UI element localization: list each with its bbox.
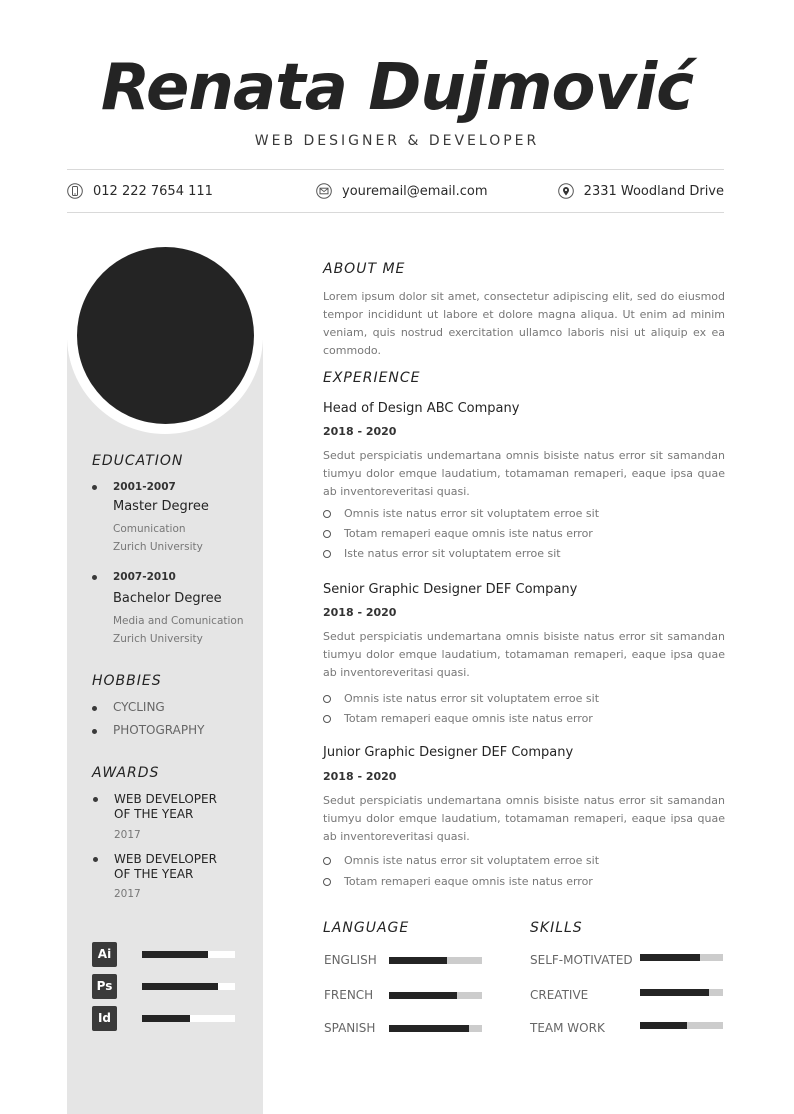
contact-bar bbox=[67, 169, 724, 213]
skill-bar-fill bbox=[640, 954, 700, 961]
software-bar-fill bbox=[142, 951, 208, 958]
job-description: Sedut perspiciatis undemartana omnis bisiste natus error sit samandan tiumyu dolor emque laudatium, totamaman remaperi, eaque ipsa quae ab inventoreveritasi quasi. bbox=[323, 794, 725, 843]
language-bar bbox=[389, 1025, 482, 1032]
skill-bar bbox=[640, 989, 723, 996]
circle-bullet-icon bbox=[323, 695, 331, 703]
software-bar bbox=[142, 983, 235, 990]
education-field: Comunication bbox=[113, 523, 186, 535]
job-bullet bbox=[323, 527, 593, 540]
hobby-item: PHOTOGRAPHY bbox=[113, 723, 205, 737]
job-bullet-text: Totam remaperi eaque omnis iste natus error bbox=[344, 527, 593, 540]
job-years: 2018 - 2020 bbox=[323, 425, 397, 438]
skill-bar bbox=[640, 954, 723, 961]
skill-bar-fill bbox=[640, 989, 709, 996]
software-bar-fill bbox=[142, 983, 218, 990]
illustrator-icon: Ai bbox=[92, 942, 117, 967]
skill-label: TEAM WORK bbox=[530, 1021, 605, 1035]
hobby-bullet bbox=[92, 706, 97, 711]
skill-label: SELF-MOTIVATED bbox=[530, 953, 633, 967]
education-field: Media and Comunication bbox=[113, 615, 244, 627]
education-bullet bbox=[92, 575, 97, 580]
mail-icon bbox=[316, 183, 332, 199]
hobby-bullet bbox=[92, 729, 97, 734]
language-bar bbox=[389, 957, 482, 964]
address-text: 2331 Woodland Drive bbox=[583, 183, 724, 199]
job-bullet bbox=[323, 507, 599, 520]
about-text: Lorem ipsum dolor sit amet, consectetur adipiscing elit, sed do eiusmod tempor incididunt ut labore et dolore magna aliqua. Ut enim ad minim veniam, quis nostrud exercitation ullamco laboris nisi ut aliquip ex ea commodo. bbox=[323, 290, 725, 357]
job-bullet-text: Omnis iste natus error sit voluptatem erroe sit bbox=[344, 692, 600, 705]
job-title: Junior Graphic Designer DEF Company bbox=[323, 745, 574, 760]
indesign-icon: Id bbox=[92, 1006, 117, 1031]
award-title: OF THE YEAR bbox=[114, 867, 194, 881]
skill-bar-fill bbox=[640, 1022, 687, 1029]
hobbies-heading: HOBBIES bbox=[92, 673, 162, 689]
hobby-item: CYCLING bbox=[113, 700, 165, 714]
phone-text: 012 222 7654 111 bbox=[93, 183, 213, 199]
award-title: WEB DEVELOPER bbox=[114, 852, 217, 866]
job-years: 2018 - 2020 bbox=[323, 606, 397, 619]
job-bullet-text: Omnis iste natus error sit voluptatem erroe sit bbox=[344, 854, 600, 867]
language-heading: LANGUAGE bbox=[323, 920, 410, 936]
language-bar-fill bbox=[389, 1025, 469, 1032]
job-bullet bbox=[323, 712, 593, 725]
education-school: Zurich University bbox=[113, 541, 203, 553]
contact-address bbox=[558, 183, 724, 199]
job-bullet-text: Totam remaperi eaque omnis iste natus error bbox=[344, 712, 593, 725]
education-degree: Bachelor Degree bbox=[113, 591, 222, 606]
language-bar-fill bbox=[389, 957, 447, 964]
language-label: FRENCH bbox=[324, 988, 374, 1002]
candidate-name: Renata Dujmović bbox=[100, 51, 694, 125]
language-bar bbox=[389, 992, 482, 999]
about-heading: ABOUT ME bbox=[323, 261, 406, 277]
job-title: Head of Design ABC Company bbox=[323, 401, 520, 416]
phone-icon bbox=[67, 183, 83, 199]
contact-phone bbox=[67, 183, 213, 199]
circle-bullet-icon bbox=[323, 550, 331, 558]
software-bar bbox=[142, 951, 235, 958]
job-bullet bbox=[323, 875, 593, 888]
education-bullet bbox=[92, 485, 97, 490]
education-school: Zurich University bbox=[113, 633, 203, 645]
award-title: WEB DEVELOPER bbox=[114, 792, 217, 806]
job-bullet bbox=[323, 547, 561, 560]
education-years: 2007-2010 bbox=[113, 571, 176, 583]
education-years: 2001-2007 bbox=[113, 481, 176, 493]
circle-bullet-icon bbox=[323, 510, 331, 518]
job-years: 2018 - 2020 bbox=[323, 770, 397, 783]
job-title: Senior Graphic Designer DEF Company bbox=[323, 582, 578, 597]
language-bar-fill bbox=[389, 992, 457, 999]
education-degree: Master Degree bbox=[113, 499, 209, 514]
language-label: ENGLISH bbox=[324, 953, 377, 967]
experience-heading: EXPERIENCE bbox=[323, 370, 421, 386]
profile-photo bbox=[77, 247, 254, 424]
award-year: 2017 bbox=[114, 829, 141, 841]
contact-email bbox=[316, 183, 488, 199]
job-title-subtitle: WEB DESIGNER & DEVELOPER bbox=[254, 133, 540, 149]
job-bullet bbox=[323, 854, 599, 867]
job-bullet bbox=[323, 692, 599, 705]
location-pin-icon bbox=[558, 183, 574, 199]
email-text: youremail@email.com bbox=[342, 183, 488, 199]
award-title: OF THE YEAR bbox=[114, 807, 194, 821]
award-year: 2017 bbox=[114, 888, 141, 900]
circle-bullet-icon bbox=[323, 878, 331, 886]
job-bullet-text: Iste natus error sit voluptatem erroe sit bbox=[344, 547, 561, 560]
circle-bullet-icon bbox=[323, 857, 331, 865]
software-bar-fill bbox=[142, 1015, 190, 1022]
job-bullet-text: Totam remaperi eaque omnis iste natus error bbox=[344, 875, 593, 888]
job-description: Sedut perspiciatis undemartana omnis bisiste natus error sit samandan tiumyu dolor emque laudatium, totamaman remaperi, eaque ipsa quae ab inventoreveritasi quasi. bbox=[323, 449, 725, 498]
photoshop-icon: Ps bbox=[92, 974, 117, 999]
award-bullet bbox=[93, 797, 98, 802]
awards-heading: AWARDS bbox=[92, 765, 160, 781]
job-bullet-text: Omnis iste natus error sit voluptatem erroe sit bbox=[344, 507, 600, 520]
skills-heading: SKILLS bbox=[530, 920, 583, 936]
software-bar bbox=[142, 1015, 235, 1022]
circle-bullet-icon bbox=[323, 715, 331, 723]
skill-bar bbox=[640, 1022, 723, 1029]
education-heading: EDUCATION bbox=[92, 453, 184, 469]
job-description: Sedut perspiciatis undemartana omnis bisiste natus error sit samandan tiumyu dolor emque laudatium, totamaman remaperi, eaque ipsa quae ab inventoreveritasi quasi. bbox=[323, 630, 725, 679]
award-bullet bbox=[93, 857, 98, 862]
skill-label: CREATIVE bbox=[530, 988, 589, 1002]
circle-bullet-icon bbox=[323, 530, 331, 538]
language-label: SPANISH bbox=[324, 1021, 376, 1035]
